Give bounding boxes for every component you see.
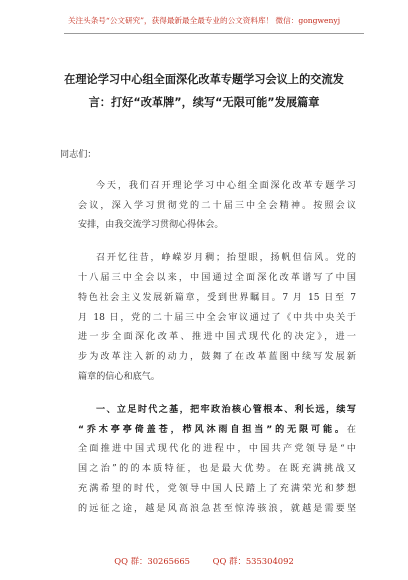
paragraph-3-line: 国之治”的的本质特征，也是最大优势。在既充满挑战又 — [78, 464, 356, 475]
paragraph-1 — [60, 177, 356, 236]
paragraph-2 — [60, 249, 356, 388]
paragraph-1-line: 安排，由我交流学习贯彻心得体会。 — [78, 220, 224, 231]
title-line-1: 在理论学习中心组全面深化改革专题学习会议上的交流发 — [64, 73, 344, 86]
document-body — [60, 146, 356, 533]
paragraph-2-line: 特色社会主义发展新篇章，受到世界瞩目。7 月 15 日至 7 — [78, 292, 356, 303]
paragraph-3-lead: 在 — [346, 424, 356, 435]
section-heading-text: “乔木亭亭倚盖苍，栉风沐雨自担当”的无限可能。 — [78, 424, 347, 435]
paragraph-2-line: 月 18 日，党的二十届三中全会审议通过了《中共中央关于 — [78, 312, 356, 323]
section-heading-line: 一、立足时代之基，把牢政治核心管根本、利长远，续写 — [96, 404, 356, 415]
paragraph-1-line: 会议，深入学习贯彻党的二十届三中全会精神。按照会议 — [78, 200, 356, 211]
paragraph-2-line: 进一步全面深化改革、推进中国式现代化的决定》，进一 — [78, 332, 356, 343]
paragraph-2-line: 十八届三中全会以来，中国通过全面深化改革谱写了中国 — [78, 272, 356, 283]
paragraph-3 — [60, 401, 356, 520]
document-title — [48, 68, 360, 114]
paragraph-2-line: 篇章的信心和底气。 — [78, 371, 160, 382]
salutation: 同志们： — [60, 150, 97, 160]
paragraph-1-line: 今天，我们召开理论学习中心组全面深化改革专题学习 — [96, 180, 356, 191]
section-heading-line-2 — [60, 421, 356, 441]
paragraph-2-line: 召开忆往昔，峥嵘岁月稠；抬望眼，扬帆但信风。党的 — [96, 253, 356, 264]
paragraph-3-line: 全面推进中国式现代化的进程中，中国共产党领导是“中 — [78, 444, 356, 455]
paragraph-2-line: 步为改革注入新的动力，鼓舞了在改革蓝图中续写发展新 — [78, 352, 356, 363]
footer-note — [0, 555, 408, 567]
paragraph-3-line: 的远征之途，越是风高浪急甚至惊涛骇浪，就越是需要坚 — [78, 503, 356, 514]
header-divider — [64, 33, 364, 34]
header-note: 关注头条号“公文研究”，获得最新最全最专业的公文资料库！ 微信：gongwenyj — [67, 16, 341, 25]
title-line-2: 言：打好“改革牌”，续写“无限可能”发展篇章 — [88, 96, 320, 109]
footer-qq-group-2: QQ 群：535304092 — [212, 556, 294, 566]
paragraph-3-line: 充满希望的时代，党领导中国人民踏上了充满荣光和梦想 — [78, 483, 356, 494]
footer-qq-group-1: QQ 群：30265665 — [114, 556, 190, 566]
